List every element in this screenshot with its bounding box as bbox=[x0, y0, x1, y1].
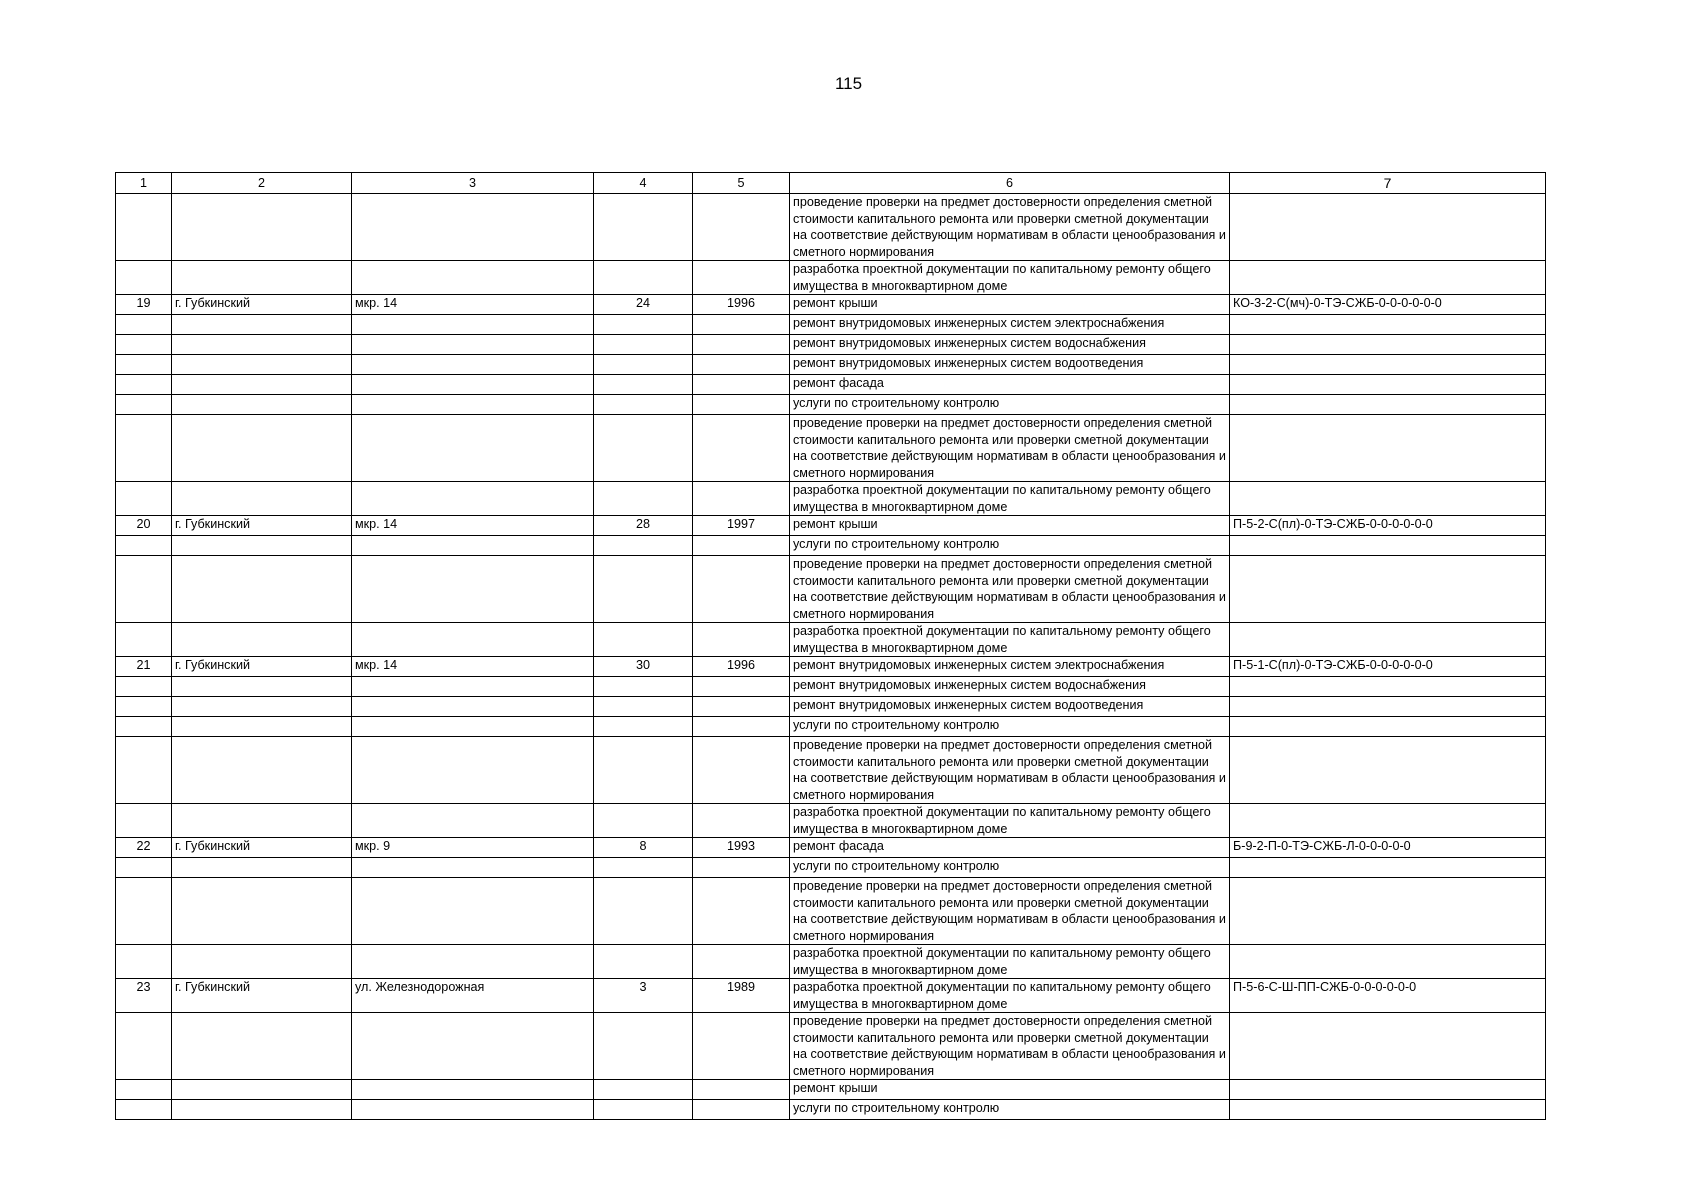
table-row bbox=[116, 395, 1546, 415]
cell-row-number bbox=[116, 415, 172, 482]
table-row bbox=[116, 516, 1546, 536]
cell-build-year: 1989 bbox=[693, 979, 790, 1013]
cell-city bbox=[172, 335, 352, 355]
table-row bbox=[116, 1100, 1546, 1120]
table-row bbox=[116, 482, 1546, 516]
cell-street bbox=[352, 697, 594, 717]
cell-build-year bbox=[693, 677, 790, 697]
cell-work-type: проведение проверки на предмет достоверности определения сметной стоимости капитального ремонта или проверки сметной документации на соответствие действующим нормативам в области ценообразования и сметного нормирования bbox=[790, 878, 1230, 945]
cell-house-number bbox=[594, 804, 693, 838]
table-row bbox=[116, 295, 1546, 315]
cell-build-year bbox=[693, 375, 790, 395]
cell-row-number bbox=[116, 194, 172, 261]
table-row bbox=[116, 737, 1546, 804]
cell-house-number bbox=[594, 536, 693, 556]
cell-city: г. Губкинский bbox=[172, 838, 352, 858]
cell-building-code bbox=[1230, 536, 1546, 556]
cell-street bbox=[352, 315, 594, 335]
cell-city bbox=[172, 415, 352, 482]
cell-work-type: ремонт крыши bbox=[790, 295, 1230, 315]
cell-build-year bbox=[693, 945, 790, 979]
table-row bbox=[116, 261, 1546, 295]
cell-build-year bbox=[693, 482, 790, 516]
cell-work-type: разработка проектной документации по капитальному ремонту общего имущества в многоквартирном доме bbox=[790, 945, 1230, 979]
cell-building-code bbox=[1230, 677, 1546, 697]
cell-work-type: ремонт фасада bbox=[790, 375, 1230, 395]
cell-build-year bbox=[693, 315, 790, 335]
cell-house-number bbox=[594, 945, 693, 979]
table-row bbox=[116, 415, 1546, 482]
cell-row-number bbox=[116, 1013, 172, 1080]
cell-street bbox=[352, 395, 594, 415]
cell-street bbox=[352, 1100, 594, 1120]
cell-build-year: 1996 bbox=[693, 657, 790, 677]
cell-building-code bbox=[1230, 261, 1546, 295]
data-table bbox=[115, 172, 1546, 1120]
cell-row-number bbox=[116, 945, 172, 979]
cell-building-code bbox=[1230, 804, 1546, 838]
cell-row-number: 23 bbox=[116, 979, 172, 1013]
cell-building-code bbox=[1230, 697, 1546, 717]
column-header-1: 1 bbox=[116, 173, 172, 194]
cell-work-type: ремонт крыши bbox=[790, 1080, 1230, 1100]
cell-house-number bbox=[594, 878, 693, 945]
cell-city bbox=[172, 482, 352, 516]
cell-house-number bbox=[594, 1100, 693, 1120]
cell-house-number bbox=[594, 1013, 693, 1080]
cell-city bbox=[172, 395, 352, 415]
cell-work-type: разработка проектной документации по капитальному ремонту общего имущества в многоквартирном доме bbox=[790, 979, 1230, 1013]
cell-work-type: проведение проверки на предмет достоверности определения сметной стоимости капитального ремонта или проверки сметной документации на соответствие действующим нормативам в области ценообразования и сметного нормирования bbox=[790, 556, 1230, 623]
cell-building-code: КО-3-2-С(мч)-0-ТЭ-СЖБ-0-0-0-0-0-0 bbox=[1230, 295, 1546, 315]
cell-work-type: ремонт внутридомовых инженерных систем водоснабжения bbox=[790, 677, 1230, 697]
cell-house-number bbox=[594, 315, 693, 335]
cell-city bbox=[172, 261, 352, 295]
cell-build-year: 1996 bbox=[693, 295, 790, 315]
table-row bbox=[116, 536, 1546, 556]
cell-row-number bbox=[116, 878, 172, 945]
table-row bbox=[116, 677, 1546, 697]
cell-work-type: разработка проектной документации по капитальному ремонту общего имущества в многоквартирном доме bbox=[790, 623, 1230, 657]
cell-street: мкр. 14 bbox=[352, 516, 594, 536]
column-header-7: 7 bbox=[1230, 173, 1546, 194]
cell-build-year bbox=[693, 335, 790, 355]
cell-work-type: ремонт внутридомовых инженерных систем водоотведения bbox=[790, 697, 1230, 717]
header-row bbox=[116, 173, 1546, 194]
cell-city bbox=[172, 858, 352, 878]
cell-row-number: 20 bbox=[116, 516, 172, 536]
cell-house-number bbox=[594, 194, 693, 261]
cell-building-code bbox=[1230, 945, 1546, 979]
cell-build-year: 1997 bbox=[693, 516, 790, 536]
cell-house-number bbox=[594, 1080, 693, 1100]
cell-house-number bbox=[594, 261, 693, 295]
cell-street bbox=[352, 482, 594, 516]
cell-city bbox=[172, 556, 352, 623]
table-row bbox=[116, 697, 1546, 717]
cell-build-year bbox=[693, 737, 790, 804]
cell-building-code bbox=[1230, 482, 1546, 516]
table-row bbox=[116, 556, 1546, 623]
cell-row-number bbox=[116, 315, 172, 335]
column-header-6: 6 bbox=[790, 173, 1230, 194]
cell-street bbox=[352, 556, 594, 623]
cell-row-number bbox=[116, 335, 172, 355]
cell-city bbox=[172, 375, 352, 395]
cell-build-year bbox=[693, 697, 790, 717]
cell-house-number bbox=[594, 335, 693, 355]
cell-street: ул. Железнодорожная bbox=[352, 979, 594, 1013]
cell-row-number bbox=[116, 536, 172, 556]
cell-building-code bbox=[1230, 395, 1546, 415]
table-row bbox=[116, 355, 1546, 375]
cell-build-year bbox=[693, 194, 790, 261]
table-row bbox=[116, 979, 1546, 1013]
cell-row-number bbox=[116, 556, 172, 623]
table-row bbox=[116, 804, 1546, 838]
cell-work-type: разработка проектной документации по капитальному ремонту общего имущества в многоквартирном доме bbox=[790, 804, 1230, 838]
cell-city bbox=[172, 1013, 352, 1080]
cell-house-number bbox=[594, 737, 693, 804]
cell-house-number bbox=[594, 858, 693, 878]
column-header-5: 5 bbox=[693, 173, 790, 194]
table-row bbox=[116, 717, 1546, 737]
cell-row-number bbox=[116, 355, 172, 375]
cell-street bbox=[352, 1013, 594, 1080]
table-row bbox=[116, 858, 1546, 878]
cell-building-code: П-5-2-С(пл)-0-ТЭ-СЖБ-0-0-0-0-0-0 bbox=[1230, 516, 1546, 536]
table-row bbox=[116, 878, 1546, 945]
cell-work-type: проведение проверки на предмет достоверности определения сметной стоимости капитального ремонта или проверки сметной документации на соответствие действующим нормативам в области ценообразования и сметного нормирования bbox=[790, 415, 1230, 482]
cell-building-code bbox=[1230, 1100, 1546, 1120]
cell-house-number bbox=[594, 677, 693, 697]
cell-city bbox=[172, 1100, 352, 1120]
cell-build-year: 1993 bbox=[693, 838, 790, 858]
cell-work-type: проведение проверки на предмет достоверности определения сметной стоимости капитального ремонта или проверки сметной документации на соответствие действующим нормативам в области ценообразования и сметного нормирования bbox=[790, 737, 1230, 804]
table-body bbox=[116, 194, 1546, 1120]
cell-work-type: разработка проектной документации по капитальному ремонту общего имущества в многоквартирном доме bbox=[790, 261, 1230, 295]
cell-city bbox=[172, 315, 352, 335]
cell-build-year bbox=[693, 355, 790, 375]
cell-building-code bbox=[1230, 1013, 1546, 1080]
cell-work-type: проведение проверки на предмет достоверности определения сметной стоимости капитального ремонта или проверки сметной документации на соответствие действующим нормативам в области ценообразования и сметного нормирования bbox=[790, 194, 1230, 261]
cell-city: г. Губкинский bbox=[172, 516, 352, 536]
cell-building-code bbox=[1230, 737, 1546, 804]
cell-street bbox=[352, 536, 594, 556]
cell-building-code bbox=[1230, 623, 1546, 657]
cell-city: г. Губкинский bbox=[172, 295, 352, 315]
cell-build-year bbox=[693, 804, 790, 838]
cell-street bbox=[352, 858, 594, 878]
cell-house-number bbox=[594, 556, 693, 623]
cell-street bbox=[352, 335, 594, 355]
cell-city bbox=[172, 878, 352, 945]
cell-build-year bbox=[693, 878, 790, 945]
table-row bbox=[116, 335, 1546, 355]
cell-street bbox=[352, 1080, 594, 1100]
column-header-2: 2 bbox=[172, 173, 352, 194]
table-row bbox=[116, 1080, 1546, 1100]
table-row bbox=[116, 315, 1546, 335]
cell-row-number bbox=[116, 858, 172, 878]
cell-house-number bbox=[594, 395, 693, 415]
cell-city bbox=[172, 623, 352, 657]
table-row bbox=[116, 375, 1546, 395]
cell-street bbox=[352, 415, 594, 482]
cell-row-number bbox=[116, 375, 172, 395]
cell-house-number bbox=[594, 717, 693, 737]
cell-street bbox=[352, 355, 594, 375]
cell-house-number: 3 bbox=[594, 979, 693, 1013]
cell-work-type: услуги по строительному контролю bbox=[790, 858, 1230, 878]
cell-build-year bbox=[693, 717, 790, 737]
cell-street bbox=[352, 737, 594, 804]
cell-building-code bbox=[1230, 1080, 1546, 1100]
cell-build-year bbox=[693, 556, 790, 623]
cell-row-number bbox=[116, 395, 172, 415]
cell-city bbox=[172, 697, 352, 717]
cell-build-year bbox=[693, 1013, 790, 1080]
cell-build-year bbox=[693, 623, 790, 657]
cell-street: мкр. 9 bbox=[352, 838, 594, 858]
cell-building-code bbox=[1230, 717, 1546, 737]
cell-house-number bbox=[594, 355, 693, 375]
cell-city bbox=[172, 804, 352, 838]
cell-city bbox=[172, 677, 352, 697]
cell-street bbox=[352, 677, 594, 697]
cell-house-number: 30 bbox=[594, 657, 693, 677]
cell-work-type: услуги по строительному контролю bbox=[790, 1100, 1230, 1120]
table-row bbox=[116, 945, 1546, 979]
cell-street: мкр. 14 bbox=[352, 295, 594, 315]
cell-row-number bbox=[116, 737, 172, 804]
cell-house-number: 8 bbox=[594, 838, 693, 858]
cell-house-number: 24 bbox=[594, 295, 693, 315]
cell-row-number bbox=[116, 1100, 172, 1120]
cell-build-year bbox=[693, 1080, 790, 1100]
cell-house-number bbox=[594, 415, 693, 482]
cell-row-number bbox=[116, 717, 172, 737]
cell-work-type: ремонт внутридомовых инженерных систем электроснабжения bbox=[790, 315, 1230, 335]
cell-building-code bbox=[1230, 194, 1546, 261]
cell-work-type: ремонт крыши bbox=[790, 516, 1230, 536]
cell-house-number bbox=[594, 375, 693, 395]
cell-row-number bbox=[116, 804, 172, 838]
cell-row-number: 22 bbox=[116, 838, 172, 858]
cell-street bbox=[352, 717, 594, 737]
cell-building-code: П-5-1-С(пл)-0-ТЭ-СЖБ-0-0-0-0-0-0 bbox=[1230, 657, 1546, 677]
cell-city: г. Губкинский bbox=[172, 979, 352, 1013]
cell-building-code bbox=[1230, 556, 1546, 623]
cell-city bbox=[172, 536, 352, 556]
cell-house-number bbox=[594, 623, 693, 657]
cell-build-year bbox=[693, 858, 790, 878]
cell-building-code bbox=[1230, 858, 1546, 878]
cell-work-type: ремонт внутридомовых инженерных систем водоснабжения bbox=[790, 335, 1230, 355]
cell-building-code: Б-9-2-П-0-ТЭ-СЖБ-Л-0-0-0-0-0 bbox=[1230, 838, 1546, 858]
cell-row-number: 19 bbox=[116, 295, 172, 315]
table-row bbox=[116, 623, 1546, 657]
cell-house-number bbox=[594, 697, 693, 717]
column-header-4: 4 bbox=[594, 173, 693, 194]
cell-row-number bbox=[116, 697, 172, 717]
cell-city bbox=[172, 737, 352, 804]
cell-house-number: 28 bbox=[594, 516, 693, 536]
cell-build-year bbox=[693, 536, 790, 556]
cell-work-type: услуги по строительному контролю bbox=[790, 717, 1230, 737]
cell-build-year bbox=[693, 261, 790, 295]
cell-work-type: услуги по строительному контролю bbox=[790, 536, 1230, 556]
cell-work-type: разработка проектной документации по капитальному ремонту общего имущества в многоквартирном доме bbox=[790, 482, 1230, 516]
cell-building-code bbox=[1230, 335, 1546, 355]
cell-street bbox=[352, 945, 594, 979]
table-row bbox=[116, 194, 1546, 261]
column-header-3: 3 bbox=[352, 173, 594, 194]
cell-row-number bbox=[116, 482, 172, 516]
cell-row-number bbox=[116, 677, 172, 697]
table-row bbox=[116, 838, 1546, 858]
cell-city bbox=[172, 194, 352, 261]
cell-house-number bbox=[594, 482, 693, 516]
cell-build-year bbox=[693, 415, 790, 482]
cell-street: мкр. 14 bbox=[352, 657, 594, 677]
cell-row-number bbox=[116, 623, 172, 657]
cell-building-code: П-5-6-С-Ш-ПП-СЖБ-0-0-0-0-0-0 bbox=[1230, 979, 1546, 1013]
cell-build-year bbox=[693, 1100, 790, 1120]
cell-building-code bbox=[1230, 375, 1546, 395]
cell-street bbox=[352, 804, 594, 838]
cell-city bbox=[172, 717, 352, 737]
cell-building-code bbox=[1230, 878, 1546, 945]
cell-street bbox=[352, 375, 594, 395]
cell-work-type: ремонт фасада bbox=[790, 838, 1230, 858]
table-row bbox=[116, 657, 1546, 677]
cell-work-type: проведение проверки на предмет достоверности определения сметной стоимости капитального ремонта или проверки сметной документации на соответствие действующим нормативам в области ценообразования и сметного нормирования bbox=[790, 1013, 1230, 1080]
cell-row-number bbox=[116, 261, 172, 295]
cell-street bbox=[352, 194, 594, 261]
cell-building-code bbox=[1230, 355, 1546, 375]
cell-build-year bbox=[693, 395, 790, 415]
cell-city bbox=[172, 1080, 352, 1100]
cell-row-number: 21 bbox=[116, 657, 172, 677]
table-row bbox=[116, 1013, 1546, 1080]
cell-street bbox=[352, 878, 594, 945]
page-number: 115 bbox=[834, 74, 863, 93]
cell-street bbox=[352, 623, 594, 657]
cell-work-type: услуги по строительному контролю bbox=[790, 395, 1230, 415]
cell-building-code bbox=[1230, 315, 1546, 335]
cell-city bbox=[172, 355, 352, 375]
cell-row-number bbox=[116, 1080, 172, 1100]
cell-building-code bbox=[1230, 415, 1546, 482]
cell-street bbox=[352, 261, 594, 295]
cell-city bbox=[172, 945, 352, 979]
cell-work-type: ремонт внутридомовых инженерных систем водоотведения bbox=[790, 355, 1230, 375]
cell-work-type: ремонт внутридомовых инженерных систем электроснабжения bbox=[790, 657, 1230, 677]
cell-city: г. Губкинский bbox=[172, 657, 352, 677]
